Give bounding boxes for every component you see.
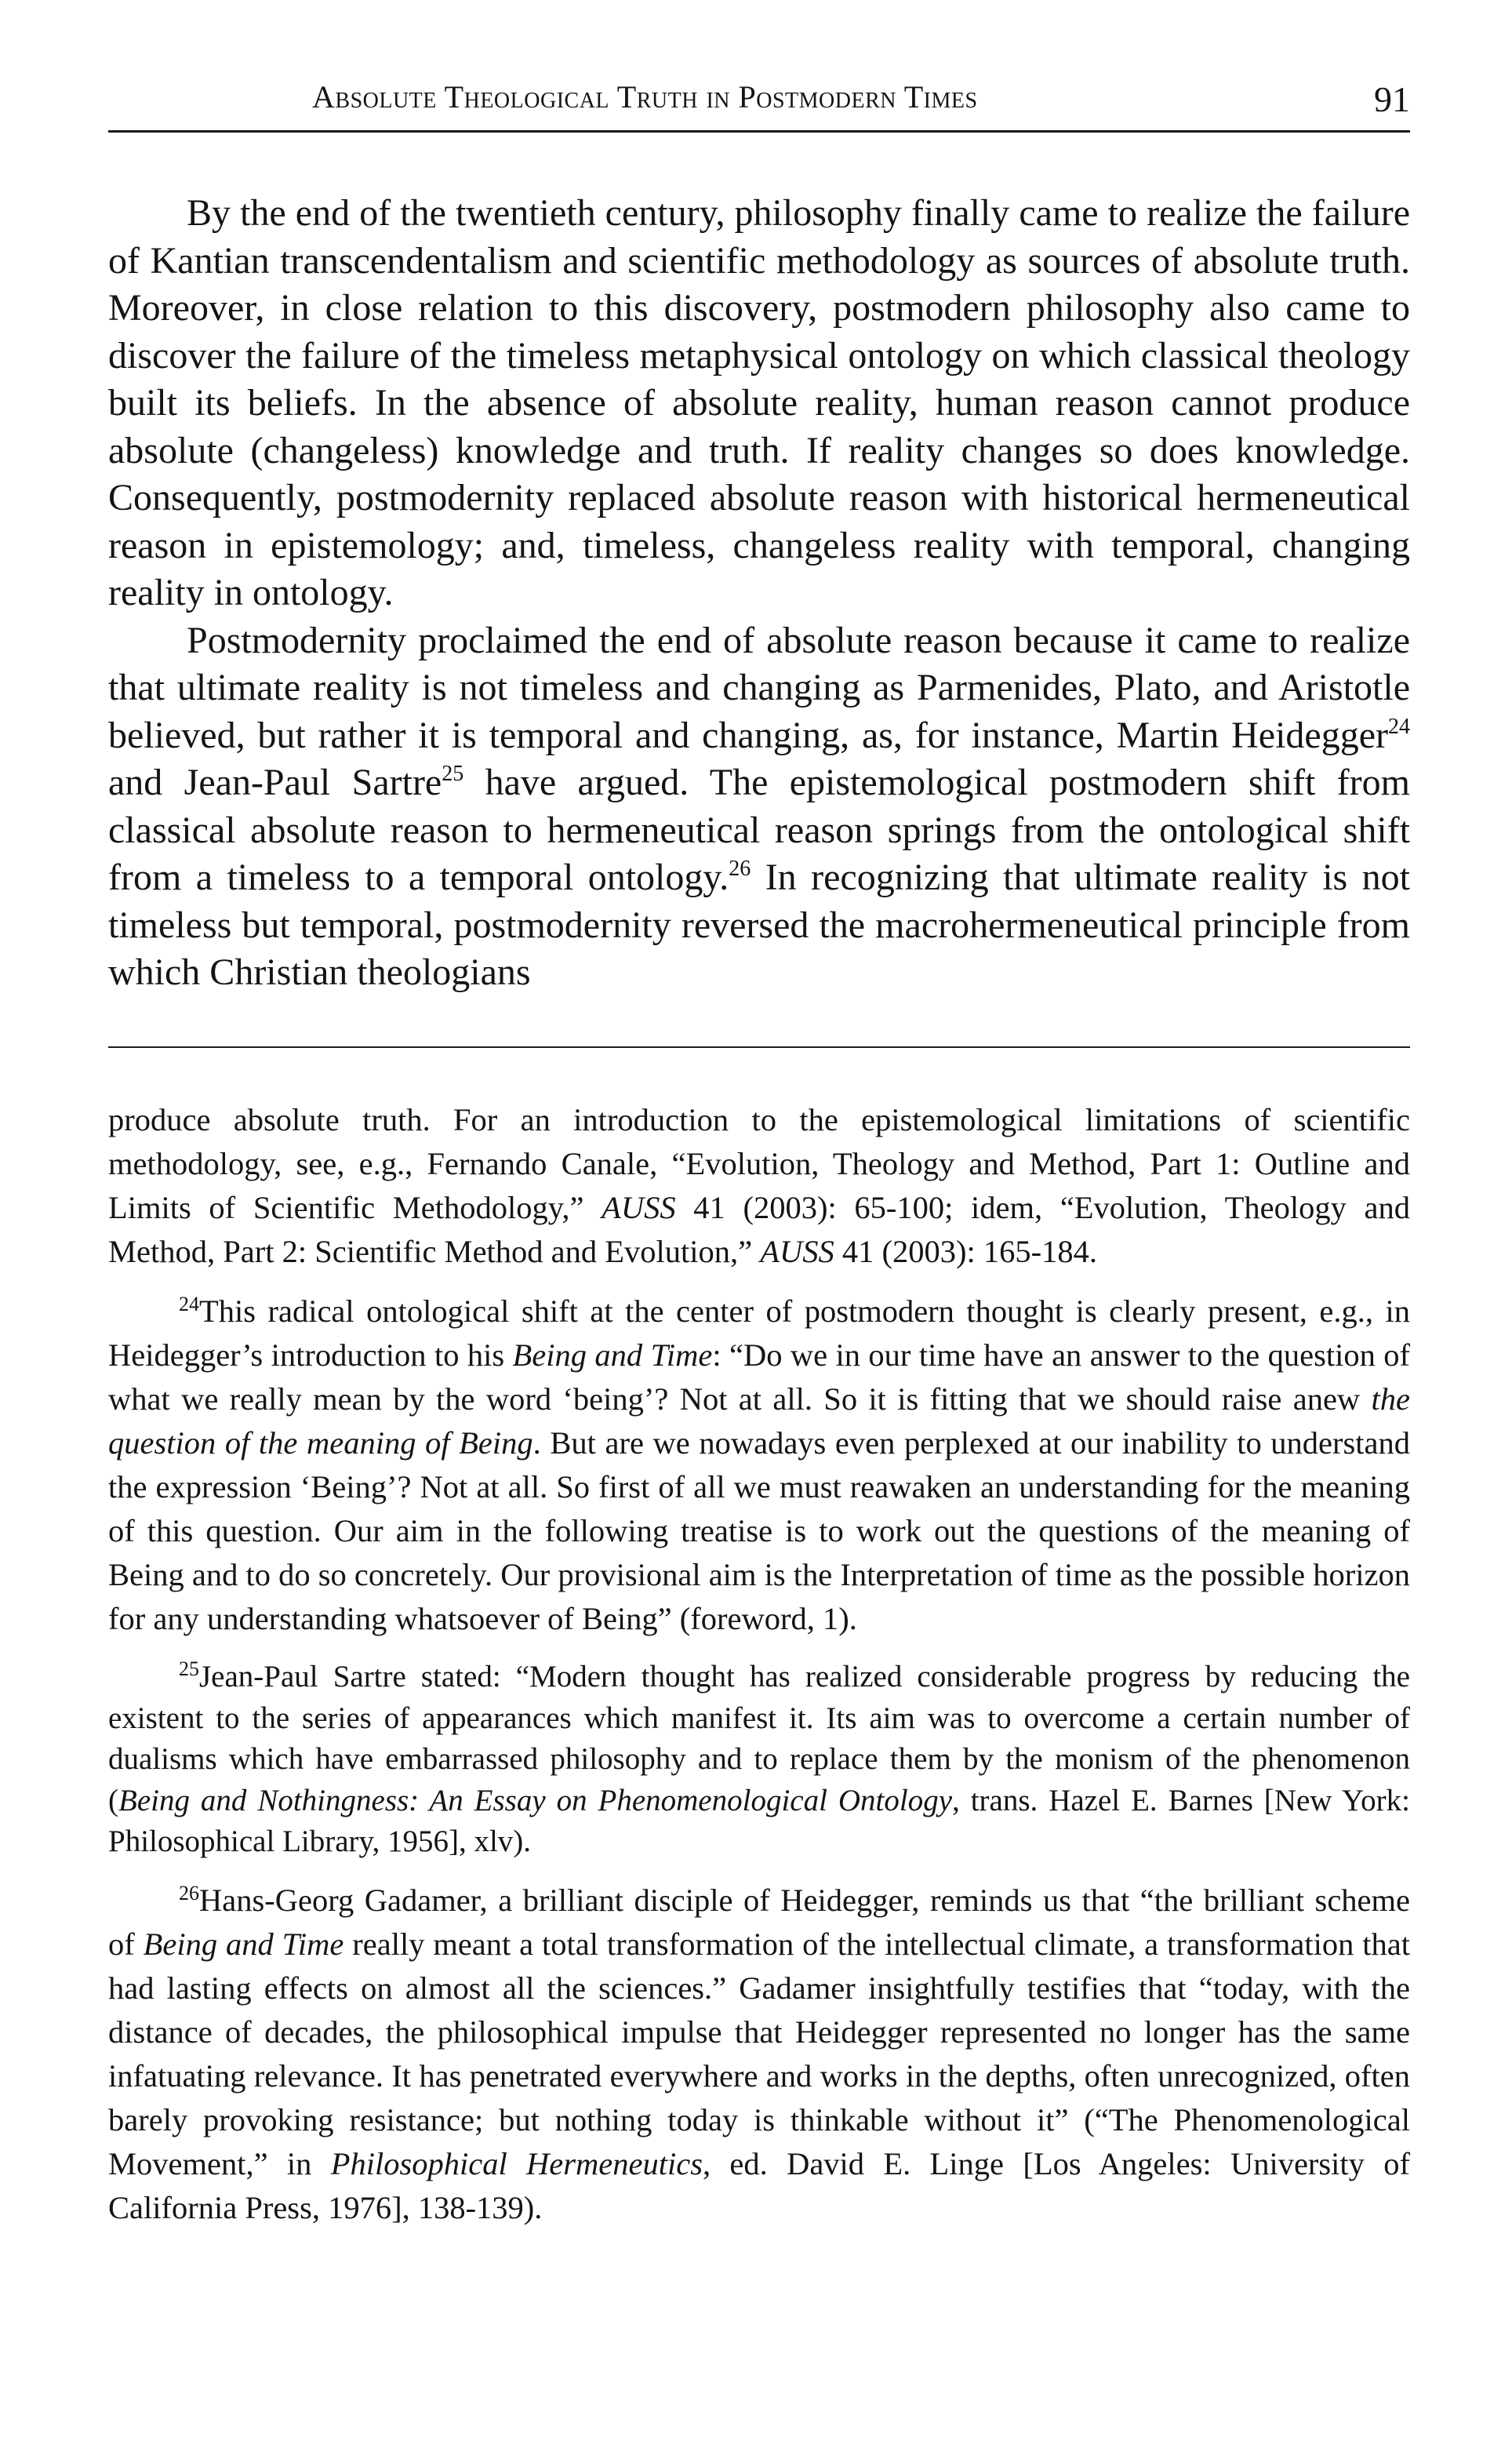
footnote-text: Jean-Paul Sartre stated: “Modern thought has realized considerable progress by reducing the existent to the series of appearances which manifest it. Its aim was to overcome a certain number of dualisms which have embarrassed philosophy and to replace them by the monism of the phenomenon (: [108, 1660, 1410, 1817]
emphasis: the question of the meaning of Being: [108, 1381, 1410, 1461]
header-rule: [108, 130, 1410, 133]
book-title: Philosophical Hermeneutics: [330, 2145, 703, 2181]
footnote-ref-25: 25: [442, 762, 464, 786]
footnote-ref-26: 26: [729, 857, 751, 881]
footnote-text: 41 (2003): 165-184.: [834, 1234, 1097, 1269]
book-title: Being and Nothingness: An Essay on Phenomenological Ontology: [118, 1783, 953, 1817]
footnote-24: [108, 1290, 1410, 1641]
footnote-text: : “Do we in our time have an answer to the question of what we really mean by the word ‘being’? Not at all. So it is fitting that we should raise anew: [108, 1337, 1410, 1417]
footnote-25: [108, 1657, 1410, 1863]
footnote-text: , trans. Hazel E. Barnes [New York: Philosophical Library, 1956], xlv).: [108, 1783, 1411, 1858]
body-paragraph-1: By the end of the twentieth century, philosophy finally came to realize the failure of Kantian transcendentalism and scientific methodology as sources of absolute truth. Moreover, in close relation to this discovery, postmodern philosophy also came to discover the failure of the timeless metaphysical ontology on which classical theology built its beliefs. In the absence of absolute reality, human reason cannot produce absolute (changeless) knowledge and truth. If reality changes so does knowledge. Consequently, postmodernity replaced absolute reason with historical hermeneutical reason in epistemology; and, timeless, changeless reality with temporal, changing reality in ontology.: [108, 192, 1410, 613]
journal-title: AUSS: [760, 1234, 834, 1269]
footnote-text: 41 (2003): 65-100; idem, “Evolution, Theology and Method, Part 2: Scientific Method and Evolution,”: [108, 1190, 1410, 1269]
footnote-number: 26: [179, 1881, 199, 1904]
footnote-number: 25: [179, 1657, 199, 1680]
footnote-number: 24: [179, 1293, 199, 1315]
book-title: Being and Time: [143, 1926, 344, 1962]
main-text: [108, 190, 1410, 997]
footnote-ref-24: 24: [1388, 714, 1410, 739]
footnote-text: . But are we nowadays even perplexed at our inability to understand the expression ‘Being’? Not at all. So first of all we must reawaken an understanding for the meaning of this question. Our aim in the following treatise is to work out the questions of the meaning of Being and to do so concretely. Our provisional aim is the Interpretation of time as the possible horizon for any understanding whatsoever of Being” (foreword, 1).: [108, 1425, 1410, 1636]
body-paragraph-2: [108, 617, 1410, 997]
footnote-text: This radical ontological shift at the center of postmodern thought is clearly present, e.g., in Heidegger’s introduction to his: [108, 1293, 1410, 1373]
footnote-continuation: [108, 1098, 1410, 1274]
running-title: Absolute Theological Truth in Postmodern Times: [312, 79, 978, 115]
book-title: Being and Time: [512, 1337, 713, 1373]
footnote-rule: [108, 1046, 1410, 1048]
running-head: [108, 78, 1410, 126]
footnote-text: , ed. David E. Linge [Los Angeles: University of California Press, 1976], 138-139).: [108, 2145, 1410, 2225]
body-paragraph-2-text: Postmodernity proclaimed the end of absolute reason because it came to realize that ultimate reality is not timeless and changing as Parmenides, Plato, and Aristotle believed, but rather it is temporal and changing, as, for instance, Martin Heidegger: [108, 619, 1410, 756]
footnote-26: [108, 1879, 1410, 2230]
footnote-text: produce absolute truth. For an introduction to the epistemological limitations of scientific methodology, see, e.g., Fernando Canale, “Evolution, Theology and Method, Part 1: Outline and Limits of Scientific Methodology,”: [108, 1102, 1410, 1225]
body-paragraph-2-text: have argued. The epistemological postmodern shift from classical absolute reason to hermeneutical reason springs from the ontological shift from a timeless to a temporal ontology.: [108, 762, 1410, 898]
body-paragraph-2-text: and Jean-Paul Sartre: [108, 762, 442, 803]
footnote-text: Hans-Georg Gadamer, a brilliant disciple of Heidegger, reminds us that “the brilliant scheme of: [108, 1882, 1410, 1962]
footnotes: [108, 1098, 1410, 2246]
page-number: 91: [1374, 79, 1410, 119]
journal-title: AUSS: [602, 1190, 676, 1225]
body-paragraph-2-text: In recognizing that ultimate reality is not timeless but temporal, postmodernity reversed the macrohermeneutical principle from which Christian theologians: [108, 857, 1411, 993]
footnote-text: really meant a total transformation of the intellectual climate, a transformation that had lasting effects on almost all the sciences.” Gadamer insightfully testifies that “today, with the distance of decades, the philosophical impulse that Heidegger represented no longer has the same infatuating relevance. It has penetrated everywhere and works in the depths, often unrecognized, often barely provoking resistance; but nothing today is thinkable without it” (“The Phenomenological Movement,” in: [108, 1926, 1411, 2181]
